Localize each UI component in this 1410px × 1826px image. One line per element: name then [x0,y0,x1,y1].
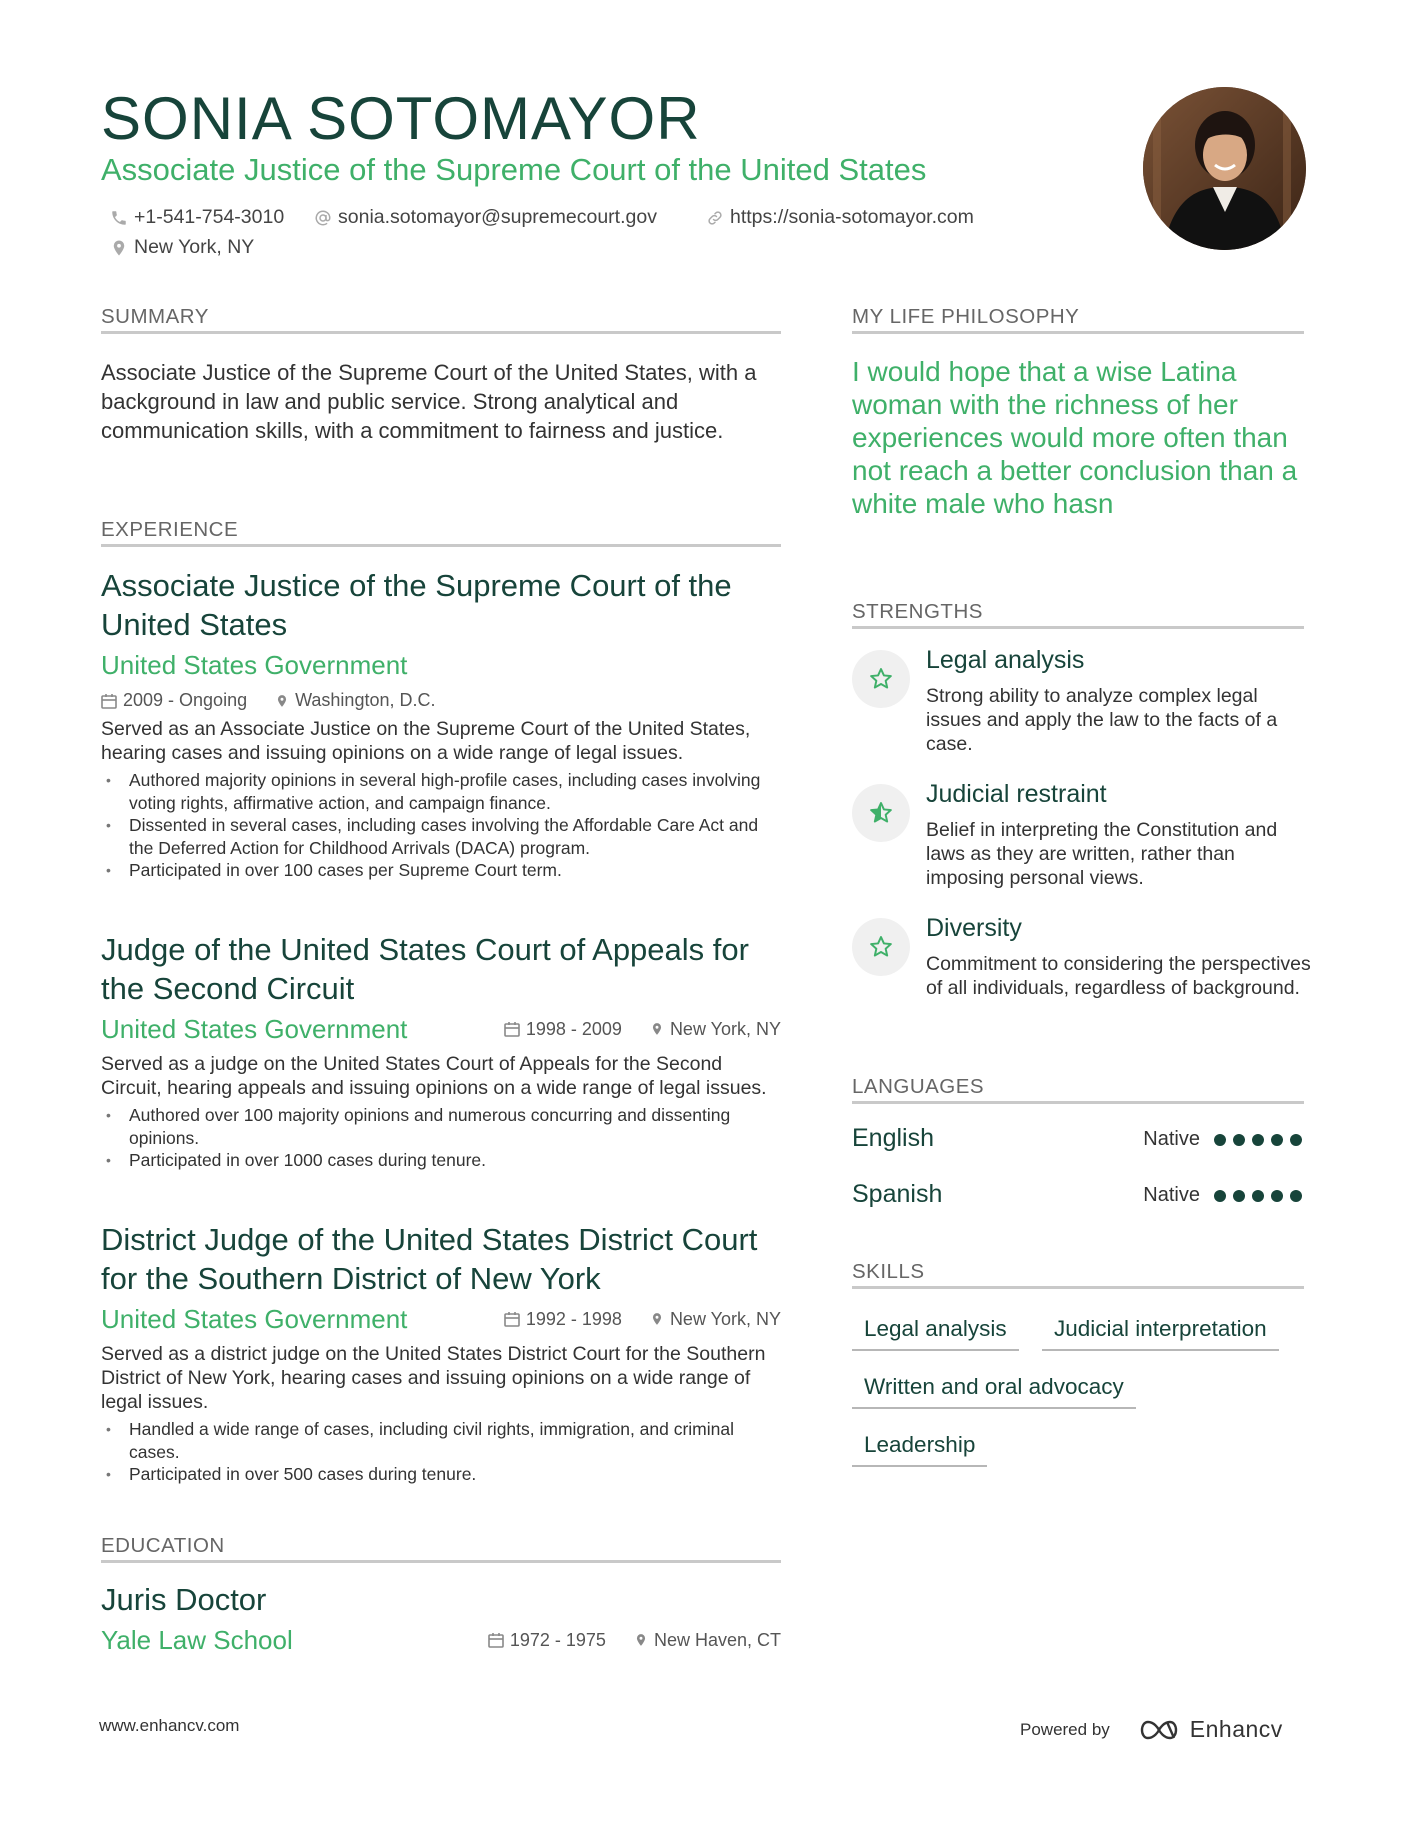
experience-item [101,930,781,1172]
candidate-headline: Associate Justice of the Supreme Court of the United States [101,152,927,187]
education-divider [101,1560,781,1563]
job-location-text: Washington, D.C. [295,690,436,710]
experience-divider [101,544,781,547]
summary-heading: SUMMARY [101,305,209,328]
job-dates-text: 2009 - Ongoing [123,690,248,710]
rating-dot [1290,1190,1302,1202]
job-title: Judge of the United States Court of Appeals for the Second Circuit [101,932,749,1006]
skill-tag: Judicial interpretation [1042,1311,1279,1351]
job-location [650,1019,781,1040]
education-dates-text: 1972 - 1975 [509,1629,606,1650]
job-meta [504,1309,781,1330]
star-outline-icon [852,918,910,976]
summary-divider [101,331,781,334]
rating-dot [1214,1134,1226,1146]
job-bullet: • Participated in over 100 cases per Supreme Court term. [101,859,781,882]
link-icon [706,209,724,227]
calendar-icon [504,1021,520,1037]
education-school-row [101,1623,781,1657]
profile-photo [1143,87,1306,250]
job-bullet: • Participated in over 1000 cases during tenure. [101,1149,781,1172]
website-text: https://sonia-sotomayor.com [730,206,974,228]
job-meta [504,1019,781,1040]
contact-website[interactable] [706,206,974,229]
education-item [101,1580,781,1657]
calendar-icon [504,1311,520,1327]
footer-website[interactable]: www.enhancv.com [99,1716,240,1735]
job-bullets [101,1418,781,1486]
email-text: sonia.sotomayor@supremecourt.gov [338,206,657,228]
enhancv-logo-icon [1136,1718,1182,1742]
portrait-illustration [1143,87,1306,250]
job-description: Served as a judge on the United States Court of Appeals for the Second Circuit, hearing appeals and issuing opinions on a wide range of legal issues. [101,1053,767,1099]
brand-name: Enhancv [1189,1716,1283,1742]
philosophy-quote: I would hope that a wise Latina woman with the richness of her experiences would more often than not reach a better conclusion than a white male who hasn [852,356,1298,519]
job-location-text: New York, NY [669,1308,781,1329]
job-company: United States Government [101,650,408,680]
contact-email[interactable] [314,206,657,229]
skill-tag: Written and oral advocacy [852,1369,1136,1409]
phone-text: +1-541-754-3010 [134,206,285,228]
location-pin-icon [110,239,128,257]
philosophy-divider [852,331,1304,334]
education-heading: EDUCATION [101,1534,225,1557]
education-location [634,1630,781,1651]
strength-description: Belief in interpreting the Constitution and laws as they are written, rather than imposing personal views. [926,819,1278,889]
job-dates [504,1019,622,1040]
candidate-name: SONIA SOTOMAYOR [101,85,701,152]
education-dates [488,1630,606,1651]
job-company: United States Government [101,1014,408,1044]
location-text: New York, NY [134,236,255,258]
job-location [650,1309,781,1330]
languages-heading: LANGUAGES [852,1075,985,1098]
job-dates [101,690,247,711]
location-pin-icon [650,1021,664,1037]
powered-by-text: Powered by [1020,1719,1110,1739]
job-bullet: • Dissented in several cases, including cases involving the Affordable Care Act and the Deferred Action for Childhood Arrivals (DACA) program. [101,814,781,859]
job-company: United States Government [101,1304,408,1334]
language-rating [1207,1134,1302,1146]
job-description: Served as an Associate Justice on the Supreme Court of the United States, hearing cases and issuing opinions on a wide range of legal issues. [101,718,751,764]
job-company-row [101,1302,781,1336]
job-title: District Judge of the United States District Court for the Southern District of New York [101,1222,758,1296]
skill-tag: Legal analysis [852,1311,1019,1351]
job-bullet: • Authored majority opinions in several high-profile cases, including cases involving voting rights, affirmative action, and campaign finance. [101,769,781,814]
strength-description: Strong ability to analyze complex legal issues and apply the law to the facts of a case. [926,685,1278,755]
calendar-icon [101,693,117,709]
philosophy-heading: MY LIFE PHILOSOPHY [852,305,1080,328]
job-dates [504,1309,622,1330]
language-name: Spanish [852,1180,943,1208]
at-icon [314,209,332,227]
experience-heading: EXPERIENCE [101,518,239,541]
job-location [275,690,435,711]
strength-title: Legal analysis [926,646,1085,674]
job-bullet: • Handled a wide range of cases, including civil rights, immigration, and criminal cases. [101,1418,781,1463]
rating-dot [1214,1190,1226,1202]
experience-item [101,566,781,882]
rating-dot [1271,1190,1283,1202]
job-dates-text: 1998 - 2009 [525,1018,622,1039]
education-school: Yale Law School [101,1625,293,1655]
strength-description: Commitment to considering the perspectives of all individuals, regardless of background. [926,953,1311,999]
rating-dot [1252,1190,1264,1202]
education-degree: Juris Doctor [101,1582,267,1617]
education-meta [488,1630,781,1651]
language-rating [1207,1190,1302,1202]
rating-dot [1252,1134,1264,1146]
job-title: Associate Justice of the Supreme Court of the United States [101,568,732,642]
summary-text: Associate Justice of the Supreme Court of the United States, with a background in law and public service. Strong analytical and communication skills, with a commitment to fairness and justice. [101,360,757,443]
education-location-text: New Haven, CT [653,1629,781,1650]
contact-location [110,236,254,259]
language-level: Native [1143,1184,1200,1206]
location-pin-icon [650,1311,664,1327]
job-description: Served as a district judge on the United States District Court for the Southern District of New York, hearing cases and issuing opinions on a wide range of legal issues. [101,1343,766,1413]
job-meta [101,690,781,711]
rating-dot [1233,1134,1245,1146]
job-dates-text: 1992 - 1998 [525,1308,622,1329]
job-bullet: • Authored over 100 majority opinions and numerous concurring and dissenting opinions. [101,1104,781,1149]
rating-dot [1290,1134,1302,1146]
skills-divider [852,1286,1304,1289]
job-company-row [101,1012,781,1046]
strengths-divider [852,626,1304,629]
rating-dot [1233,1190,1245,1202]
language-level: Native [1143,1128,1200,1150]
strength-title: Diversity [926,914,1022,942]
footer-branding [1020,1716,1283,1743]
job-bullets [101,769,781,882]
location-pin-icon [634,1632,648,1648]
job-bullets [101,1104,781,1172]
location-pin-icon [275,693,289,709]
contact-phone[interactable] [110,206,284,229]
skill-tag: Leadership [852,1427,987,1467]
language-item [852,1180,1304,1216]
star-outline-icon [852,650,910,708]
job-location-text: New York, NY [669,1018,781,1039]
languages-divider [852,1101,1304,1104]
job-bullet: • Participated in over 500 cases during tenure. [101,1463,781,1486]
strengths-heading: STRENGTHS [852,600,983,623]
skills-heading: SKILLS [852,1260,925,1283]
phone-icon [110,209,128,227]
rating-dot [1271,1134,1283,1146]
language-item [852,1124,1304,1160]
experience-item [101,1220,781,1486]
strength-title: Judicial restraint [926,780,1107,808]
star-half-icon [852,784,910,842]
calendar-icon [488,1632,504,1648]
language-name: English [852,1124,934,1152]
